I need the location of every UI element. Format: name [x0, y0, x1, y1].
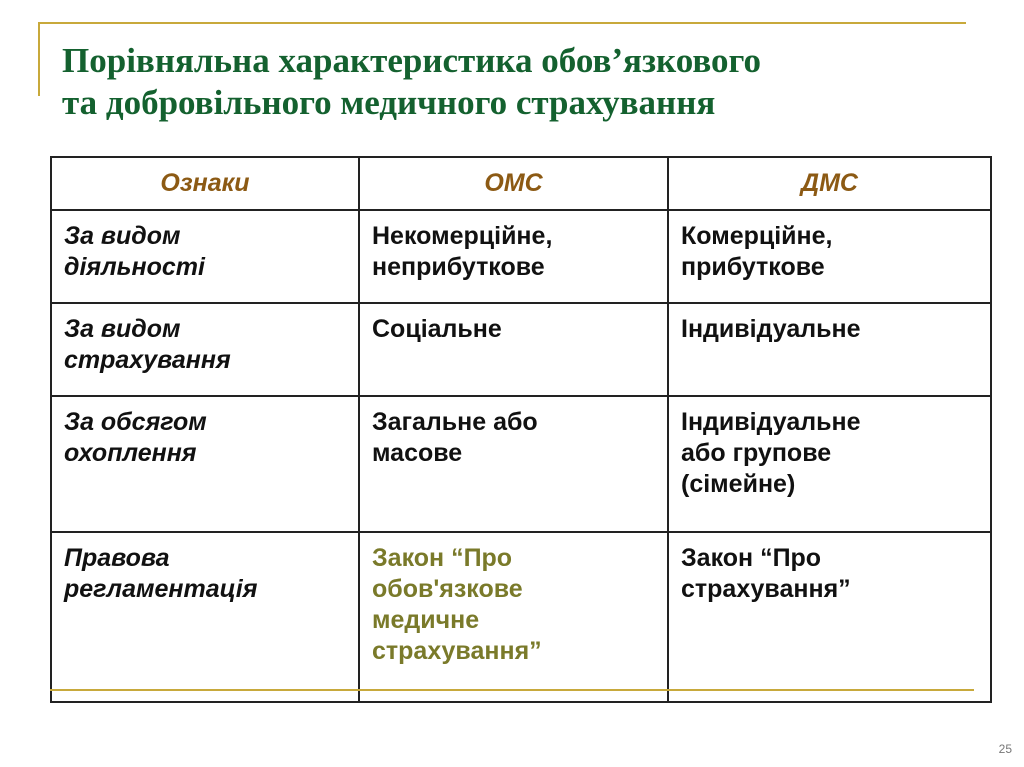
decorative-left-line [38, 22, 40, 96]
cell-line: Індивідуальне [681, 408, 861, 436]
cell-line: страхування” [681, 575, 851, 603]
cell-line: Закон “Про [372, 544, 513, 572]
comparison-table [50, 156, 992, 703]
decorative-bottom-line [50, 689, 974, 691]
oms-cell [359, 303, 668, 396]
column-header-oms: ОМС [359, 157, 668, 210]
slide-title-line-2: та добровільного медичного страхування [62, 83, 716, 122]
feature-cell [51, 396, 359, 532]
oms-law-cell [359, 532, 668, 702]
cell-line: Загальне або [372, 408, 538, 436]
cell-line: Комерційне, [681, 222, 833, 250]
cell-line: страхування” [372, 637, 542, 665]
oms-cell [359, 210, 668, 303]
cell-line: масове [372, 439, 463, 467]
dms-cell [668, 303, 991, 396]
decorative-top-line [38, 22, 966, 24]
cell-line: Індивідуальне [681, 315, 861, 343]
table-row [51, 396, 991, 532]
oms-cell [359, 396, 668, 532]
cell-line: (сімейне) [681, 470, 796, 498]
cell-line: Некомерційне, [372, 222, 553, 250]
cell-line: охоплення [64, 439, 197, 467]
cell-line: страхування [64, 346, 231, 374]
slide-title [62, 40, 992, 124]
cell-line: діяльності [64, 253, 205, 281]
cell-line: неприбуткове [372, 253, 545, 281]
feature-cell [51, 210, 359, 303]
dms-law-cell [668, 532, 991, 702]
column-header-dms: ДМС [668, 157, 991, 210]
feature-cell [51, 303, 359, 396]
table-row [51, 210, 991, 303]
cell-line: Соціальне [372, 315, 502, 343]
page-number: 25 [998, 742, 1012, 756]
slide-title-line-1: Порівняльна характеристика обов’язкового [62, 41, 762, 80]
column-header-features: Ознаки [51, 157, 359, 210]
cell-line: регламентація [64, 575, 258, 603]
table-header-row [51, 157, 991, 210]
cell-line: або групове [681, 439, 832, 467]
table-row [51, 532, 991, 702]
feature-cell [51, 532, 359, 702]
cell-line: Правова [64, 544, 170, 572]
cell-line: медичне [372, 606, 480, 634]
dms-cell [668, 396, 991, 532]
cell-line: Закон “Про [681, 544, 822, 572]
cell-line: обов'язкове [372, 575, 523, 603]
cell-line: За видом [64, 222, 181, 250]
cell-line: За видом [64, 315, 181, 343]
cell-line: За обсягом [64, 408, 207, 436]
dms-cell [668, 210, 991, 303]
cell-line: прибуткове [681, 253, 825, 281]
table-row [51, 303, 991, 396]
